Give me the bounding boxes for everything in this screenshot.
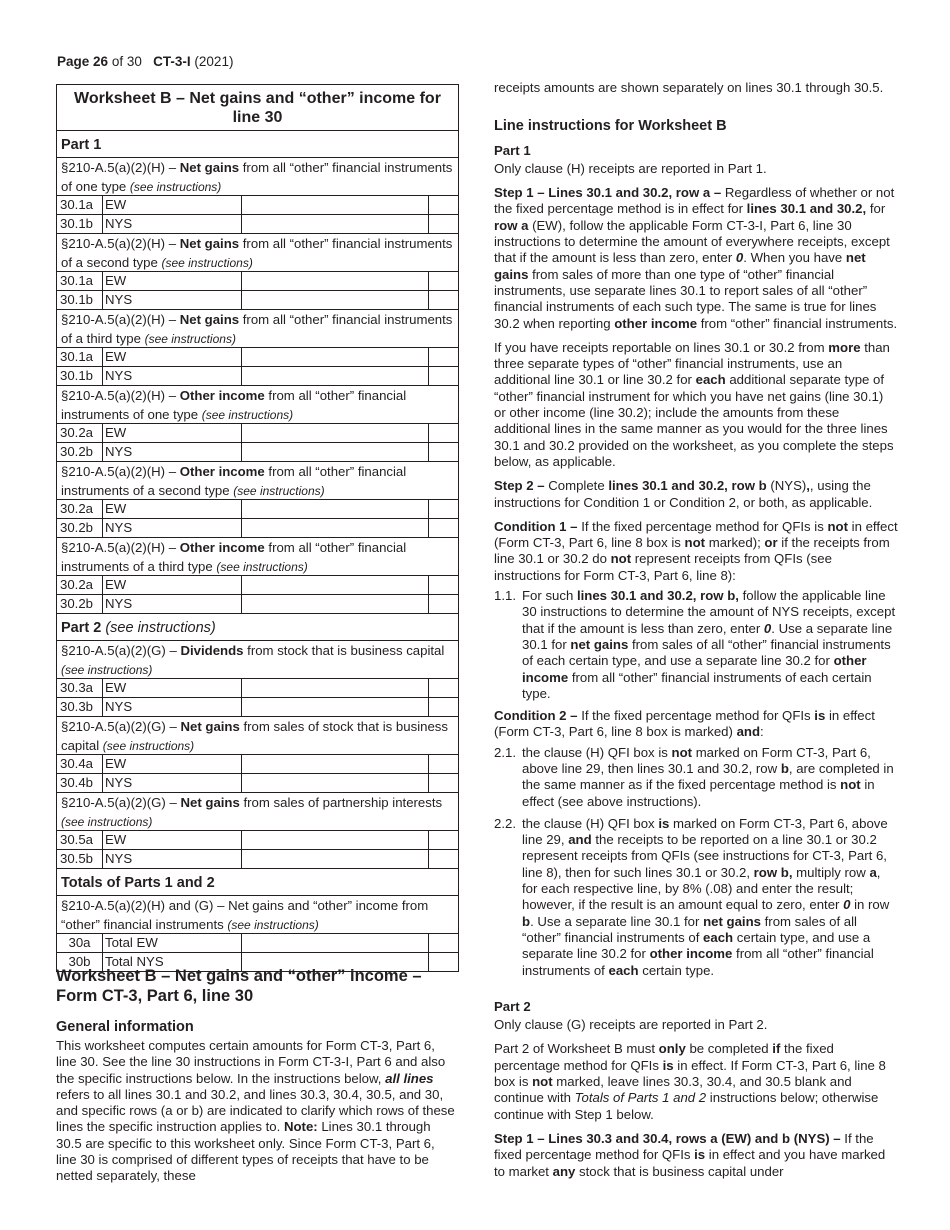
page-label: Page bbox=[57, 54, 90, 69]
amount-field[interactable] bbox=[242, 272, 429, 290]
cents-field[interactable] bbox=[429, 424, 458, 442]
total-ew-row bbox=[57, 934, 458, 953]
nys-row bbox=[57, 519, 458, 538]
see-instructions: (see instructions) bbox=[227, 918, 319, 932]
amount-field[interactable] bbox=[242, 698, 429, 716]
page-total: of 30 bbox=[111, 54, 142, 69]
page-header bbox=[57, 54, 233, 69]
part1-header: Part 1 bbox=[57, 131, 458, 158]
line-label: EW bbox=[103, 348, 242, 366]
cents-field[interactable] bbox=[429, 934, 458, 952]
step1-part2-text: Step 1 – Lines 30.3 and 30.4, rows a (EW) and b (NYS) – If the fixed percentage method for QFIs is in effect and you have marked to market any stock that is business capital under bbox=[494, 1130, 886, 1179]
cents-field[interactable] bbox=[429, 519, 458, 537]
line-instructions bbox=[494, 80, 898, 1188]
nys-row bbox=[57, 850, 458, 869]
part1-subheading: Part 1 bbox=[494, 142, 531, 158]
nys-row bbox=[57, 367, 458, 386]
ew-row bbox=[57, 755, 458, 774]
ew-row bbox=[57, 348, 458, 367]
general-section bbox=[56, 966, 458, 1185]
amount-field[interactable] bbox=[242, 831, 429, 849]
line-number: 30.1b bbox=[57, 215, 103, 233]
line-number: 30.1a bbox=[57, 348, 103, 366]
amount-field[interactable] bbox=[242, 576, 429, 594]
worksheet-b-table bbox=[56, 84, 459, 972]
ew-row bbox=[57, 831, 458, 850]
ew-row bbox=[57, 272, 458, 291]
nys-row bbox=[57, 595, 458, 614]
cents-field[interactable] bbox=[429, 774, 458, 792]
amount-field[interactable] bbox=[242, 850, 429, 868]
worksheet-title: Worksheet B – Net gains and “other” income for line 30 bbox=[57, 85, 458, 131]
line-description: §210-A.5(a)(2)(G) – Net gains from sales of partnership interests (see instructions) bbox=[57, 793, 458, 831]
line-number: 30.2a bbox=[57, 500, 103, 518]
amount-field[interactable] bbox=[242, 595, 429, 613]
item-2-2: 2.2. the clause (H) QFI box is marked on Form CT-3, Part 6, above line 29, and the receipts to be reported on a line 30.1 or 30.2 represent receipts from QFIs (see instructions for CT-3, Part 6, line 8), then for such lines 30.1 or 30.2, row b, multiply row a, for each respective line, by 8% (.08) and enter the result; however, if the result is an amount equal to zero, enter 0 in row b. Use a separate line 30.1 for net gains from sales of all “other” financial instruments of each certain type, and use a separate line 30.2 for other income from all “other” financial instruments of each certain type. bbox=[494, 815, 890, 978]
line-number: 30.2b bbox=[57, 519, 103, 537]
line-instructions-heading: Line instructions for Worksheet B bbox=[494, 118, 727, 135]
nys-row bbox=[57, 443, 458, 462]
cents-field[interactable] bbox=[429, 215, 458, 233]
cents-field[interactable] bbox=[429, 291, 458, 309]
part1-text: Only clause (H) receipts are reported in Part 1. bbox=[494, 160, 767, 176]
step1-text: Step 1 – Lines 30.1 and 30.2, row a – Regardless of whether or not the fixed percentage method is in effect for lines 30.1 and 30.2, for row a (EW), follow the applicable Form CT-3-I, Part 6, line 30 instructions to determine the amount of everywhere receipts, except that if the amount is less than zero, enter 0. When you have net gains from sales of more than one type of “other” financial instruments, use separate lines 30.1 to report sales of all “other” financial instruments of each such type. The same is true for lines 30.2 when reporting other income from “other” financial instruments. bbox=[494, 185, 898, 331]
amount-field[interactable] bbox=[242, 500, 429, 518]
part2-instructions: Part 2 of Worksheet B must only be completed if the fixed percentage method for QFIs is in effect. If Form CT-3, Part 6, line 8 box is not marked, leave lines 30.3, 30.4, and 30.5 blank and continue with Totals of Parts 1 and 2 instructions below; otherwise continue with Step 1 below. bbox=[494, 1041, 886, 1122]
line-description: §210-A.5(a)(2)(G) – Net gains from sales of stock that is business capital (see instructions) bbox=[57, 717, 458, 755]
totals-header: Totals of Parts 1 and 2 bbox=[57, 869, 458, 896]
line-label: NYS bbox=[103, 595, 242, 613]
line-description: §210-A.5(a)(2)(G) – Dividends from stock that is business capital (see instructions) bbox=[57, 641, 458, 679]
line-label: NYS bbox=[103, 698, 242, 716]
totals-description bbox=[57, 896, 458, 934]
line-number: 30.2b bbox=[57, 595, 103, 613]
line-label: EW bbox=[103, 500, 242, 518]
general-info-text: This worksheet computes certain amounts for Form CT-3, Part 6, line 30. See the line 30 instructions in Form CT-3-I, Part 6 and also the specific instructions below. In the instructions below, all lines refers to all lines 30.1 and 30.2, and lines 30.3, 30.4, 30.5, and 30, and specific rows (a or b) are indicated to clarify which rows of these lines the specific instruction applies to. Note: Lines 30.1 through 30.5 are specific to this worksheet only. Since Form CT-3, Part 6, line 30 is comprised of different types of receipts that have to be netted separately, these bbox=[56, 1038, 455, 1184]
ew-row bbox=[57, 576, 458, 595]
line-number: 30.3a bbox=[57, 679, 103, 697]
line-label: NYS bbox=[103, 215, 242, 233]
line-number: 30.4b bbox=[57, 774, 103, 792]
line-label: EW bbox=[103, 576, 242, 594]
amount-field[interactable] bbox=[242, 755, 429, 773]
line-number: 30.1a bbox=[57, 196, 103, 214]
ew-row bbox=[57, 196, 458, 215]
part2-label: Part 2 bbox=[61, 620, 102, 636]
totals-desc-text: §210-A.5(a)(2)(H) and (G) – Net gains and “other” income from “other” financial instruments bbox=[61, 898, 429, 932]
form-year: (2021) bbox=[194, 54, 234, 69]
more-types-text: If you have receipts reportable on lines 30.1 or 30.2 from more than three separate types of “other” financial instruments, use an additional line 30.1 or line 30.2 for each additional separate type of “other” financial instrument for which you have net gains (line 30.1) or other income (line 30.2); include the amounts from these additional lines in the same manner as you would for the three lines 30.1 and 30.2 provided on the worksheet, as you complete the steps below, as applicable. bbox=[494, 339, 894, 469]
amount-field[interactable] bbox=[242, 215, 429, 233]
line-description: §210-A.5(a)(2)(H) – Other income from all “other” financial instruments of a second type (see instructions) bbox=[57, 462, 458, 500]
cents-field[interactable] bbox=[429, 272, 458, 290]
part2-subheading: Part 2 bbox=[494, 998, 531, 1014]
ew-row bbox=[57, 424, 458, 443]
cents-field[interactable] bbox=[429, 196, 458, 214]
line-description: §210-A.5(a)(2)(H) – Other income from all “other” financial instruments of one type (see instructions) bbox=[57, 386, 458, 424]
form-id: CT-3-I bbox=[153, 54, 191, 69]
amount-field[interactable] bbox=[242, 679, 429, 697]
cents-field[interactable] bbox=[429, 755, 458, 773]
line-label: NYS bbox=[103, 850, 242, 868]
amount-field[interactable] bbox=[242, 443, 429, 461]
line-label: Total NYS bbox=[103, 953, 242, 971]
line-label: NYS bbox=[103, 774, 242, 792]
amount-field[interactable] bbox=[242, 934, 429, 952]
amount-field[interactable] bbox=[242, 291, 429, 309]
line-label: EW bbox=[103, 755, 242, 773]
condition2-text: Condition 2 – If the fixed percentage method for QFIs is in effect (Form CT-3, Part 6, line 8 box is marked) and: bbox=[494, 708, 875, 740]
cents-field[interactable] bbox=[429, 698, 458, 716]
item-1-1: 1.1. For such lines 30.1 and 30.2, row b, follow the applicable line 30 instructions to determine the amount of NYS receipts, except that if the amount is less than zero, enter 0. Use a separate line 30.1 for net gains from sales of all “other” financial instruments of each certain type, and use a separate line 30.2 for other income from all “other” financial instruments of each certain type. bbox=[494, 588, 896, 701]
line-number: 30b bbox=[57, 953, 103, 971]
part2-note: (see instructions) bbox=[105, 620, 216, 636]
line-number: 30a bbox=[57, 934, 103, 952]
nys-row bbox=[57, 291, 458, 310]
line-label: NYS bbox=[103, 519, 242, 537]
continued-text: receipts amounts are shown separately on lines 30.1 through 30.5. bbox=[494, 80, 884, 95]
amount-field[interactable] bbox=[242, 367, 429, 385]
amount-field[interactable] bbox=[242, 196, 429, 214]
ew-row bbox=[57, 500, 458, 519]
nys-row bbox=[57, 698, 458, 717]
line-label: EW bbox=[103, 679, 242, 697]
line-number: 30.3b bbox=[57, 698, 103, 716]
line-number: 30.2a bbox=[57, 424, 103, 442]
cents-field[interactable] bbox=[429, 367, 458, 385]
cents-field[interactable] bbox=[429, 500, 458, 518]
line-label: EW bbox=[103, 424, 242, 442]
amount-field[interactable] bbox=[242, 519, 429, 537]
nys-row bbox=[57, 215, 458, 234]
section-heading: Worksheet B – Net gains and “other” income – Form CT-3, Part 6, line 30 bbox=[56, 967, 422, 1005]
line-description: §210-A.5(a)(2)(H) – Net gains from all “other” financial instruments of one type (see instructions) bbox=[57, 158, 458, 196]
cents-field[interactable] bbox=[429, 679, 458, 697]
line-description: §210-A.5(a)(2)(H) – Other income from all “other” financial instruments of a third type (see instructions) bbox=[57, 538, 458, 576]
line-number: 30.2a bbox=[57, 576, 103, 594]
line-number: 30.2b bbox=[57, 443, 103, 461]
ew-row bbox=[57, 679, 458, 698]
general-info-heading: General information bbox=[56, 1019, 194, 1035]
line-number: 30.4a bbox=[57, 755, 103, 773]
cents-field[interactable] bbox=[429, 576, 458, 594]
cents-field[interactable] bbox=[429, 443, 458, 461]
line-label: EW bbox=[103, 272, 242, 290]
nys-row bbox=[57, 774, 458, 793]
amount-field[interactable] bbox=[242, 774, 429, 792]
page-number: 26 bbox=[93, 54, 109, 69]
item-2-1: 2.1. the clause (H) QFI box is not marked on Form CT-3, Part 6, above line 29, then lines 30.1 and 30.2, row b, are completed in the same manner as if the fixed percentage method is not in effect (see above instructions). bbox=[494, 744, 894, 809]
line-number: 30.1b bbox=[57, 291, 103, 309]
line-description: §210-A.5(a)(2)(H) – Net gains from all “other” financial instruments of a second type (see instructions) bbox=[57, 234, 458, 272]
line-number: 30.5a bbox=[57, 831, 103, 849]
part2-header bbox=[57, 614, 458, 641]
line-number: 30.1b bbox=[57, 367, 103, 385]
condition1-text: Condition 1 – If the fixed percentage method for QFIs is not in effect (Form CT-3, Part 6, line 8 box is not marked); or if the receipts from line 30.1 or 30.2 do not represent receipts from QFIs (see instructions for Form CT-3, Part 6, line 8): bbox=[494, 518, 898, 583]
cents-field[interactable] bbox=[429, 595, 458, 613]
line-number: 30.1a bbox=[57, 272, 103, 290]
line-label: NYS bbox=[103, 291, 242, 309]
line-label: Total EW bbox=[103, 934, 242, 952]
cents-field[interactable] bbox=[429, 831, 458, 849]
cents-field[interactable] bbox=[429, 348, 458, 366]
step2-text: Step 2 – Complete lines 30.1 and 30.2, row b (NYS),, using the instructions for Condition 1 or Condition 2, or both, as applicable. bbox=[494, 478, 873, 510]
line-label: NYS bbox=[103, 443, 242, 461]
line-number: 30.5b bbox=[57, 850, 103, 868]
part2-text: Only clause (G) receipts are reported in Part 2. bbox=[494, 1017, 768, 1033]
line-label: EW bbox=[103, 196, 242, 214]
amount-field[interactable] bbox=[242, 424, 429, 442]
line-label: NYS bbox=[103, 367, 242, 385]
line-description: §210-A.5(a)(2)(H) – Net gains from all “other” financial instruments of a third type (see instructions) bbox=[57, 310, 458, 348]
cents-field[interactable] bbox=[429, 850, 458, 868]
amount-field[interactable] bbox=[242, 348, 429, 366]
line-label: EW bbox=[103, 831, 242, 849]
